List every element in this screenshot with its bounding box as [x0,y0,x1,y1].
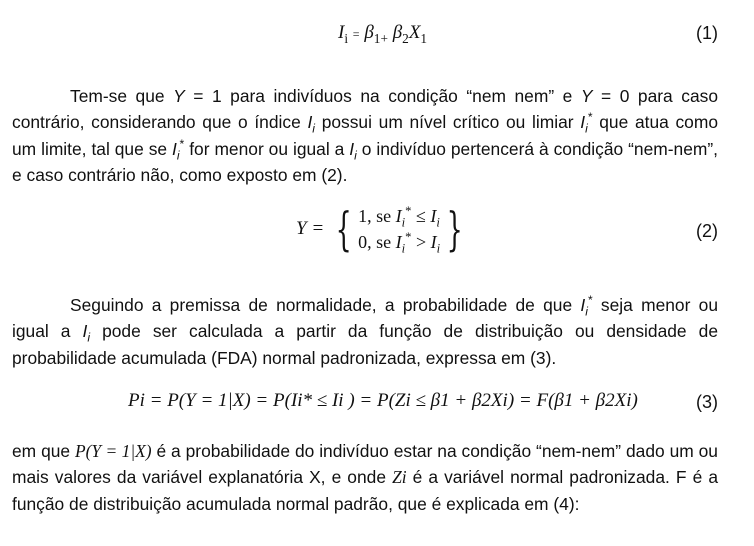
eq1-lhs: I [338,22,345,43]
equation-3-number: (3) [696,392,718,412]
paragraph-2: Seguindo a premissa de normalidade, a probabilidade de que $I_i^*$ seja menor ou igual a $I_i$ pode ser calculada a partir da função de distribuição ou densidade de probabilidade acumulada (FDA) normal padronizada, expressa em (3). [12,293,718,368]
equation-1-number: (1) [696,23,718,43]
equation-2 [296,203,469,255]
equation-1: $I_i = \beta_{1+}$ $\beta_2X_1$ [338,22,428,46]
right-brace-icon: } [446,202,463,256]
paragraph-1: Tem-se que Y = 1 para indivíduos na condição “nem nem” e Y = 0 para caso contrário, considerando que o índice $I_i$ possui um nível crítico ou limiar $I_i^*$ que atua como um limite, tal que se $I_i^*$ for menor ou igual a $I_i$ o indivíduo pertencerá à condição “nem-nem”, e caso contrário não, como exposto em (2). [12,86,719,186]
left-brace-icon: { [335,202,352,256]
equation-3: Pi = P(Y = 1|X) = P(Ii* ≤ Ii ) = P(Zi ≤ β1 + β2Xi) = F(β1 + β2Xi) [128,390,638,411]
equation-2-number: (2) [696,221,718,241]
paragraph-3: em que P(Y = 1|X) é a probabilidade do indivíduo estar na condição “nem-nem” dado um ou mais valores da variável explanatória X, e onde Zi é a variável normal padronizada. F é a função de distribuição acumulada normal padrão, que é explicada em (4): [12,441,718,514]
eq2-cases: 1, se $I_i^* \le I_i$ 0, se $I_i^* > I_i$ [358,204,441,256]
eq2-lhs: Y = [296,218,325,239]
